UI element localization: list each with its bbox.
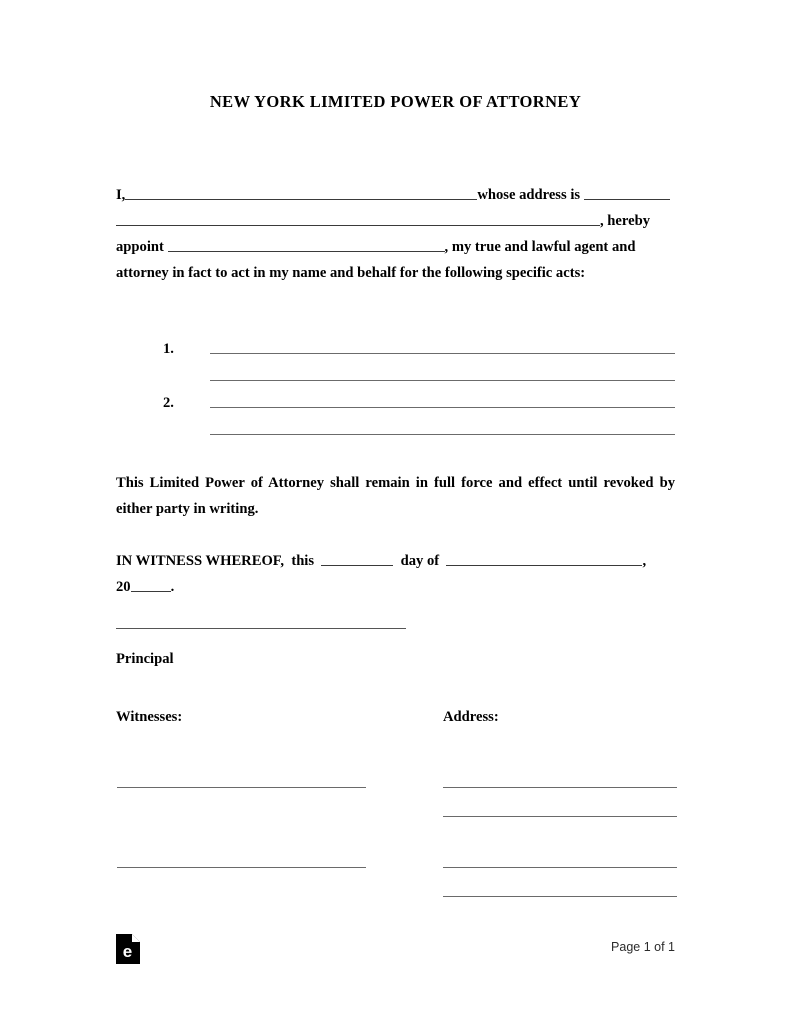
- act-number-2: 2.: [163, 395, 174, 411]
- address-label: whose address is: [477, 187, 581, 203]
- principal-address-blank-1[interactable]: [584, 185, 670, 200]
- act-number-1: 1.: [163, 341, 174, 357]
- page-title: NEW YORK LIMITED POWER OF ATTORNEY: [209, 92, 582, 111]
- intro-lead: I,: [116, 187, 126, 203]
- svg-text:e: e: [122, 942, 133, 961]
- page-footer: [0, 932, 791, 976]
- intro-text: [116, 182, 675, 286]
- appoint-label: appoint: [116, 239, 164, 255]
- principal-signature-block: [116, 628, 406, 669]
- acts-lead-text: attorney in fact to act in my name and behalf for the following specific acts:: [116, 265, 586, 281]
- address-line-2[interactable]: [443, 816, 677, 817]
- appoint-tail: , my true and lawful agent and: [444, 239, 636, 255]
- principal-signature-line[interactable]: [116, 628, 406, 629]
- act-blank-1a[interactable]: [210, 353, 675, 354]
- specific-acts-list: [116, 338, 675, 446]
- act-blank-2b[interactable]: [210, 434, 675, 435]
- witness-line-1[interactable]: [117, 787, 366, 788]
- act-blank-2a[interactable]: [210, 407, 675, 408]
- address-line-3[interactable]: [443, 867, 677, 868]
- force-clause-text: This Limited Power of Attorney shall remain in full force and effect until revoked by either party in writing.: [116, 475, 675, 517]
- agent-name-blank[interactable]: [168, 237, 445, 252]
- force-clause: [116, 470, 675, 522]
- witness-line-2[interactable]: [117, 867, 366, 868]
- witness-address-section: [116, 707, 675, 901]
- day-blank[interactable]: [321, 551, 393, 566]
- witnesses-label: Witnesses:: [116, 709, 183, 725]
- page-number: Page 1 of 1: [611, 940, 675, 954]
- act-item-2-continuation: [116, 419, 675, 446]
- witness-whereof-clause: [116, 548, 675, 600]
- hereby-text: , hereby: [600, 213, 650, 229]
- witness-comma: ,: [642, 553, 647, 569]
- principal-name-blank[interactable]: [125, 185, 477, 200]
- witness-address-lines: [116, 771, 675, 901]
- act-item-2: [116, 392, 675, 419]
- principal-address-blank-2[interactable]: [116, 211, 600, 226]
- day-of-word: day of: [400, 553, 440, 569]
- year-period: .: [170, 579, 175, 595]
- this-word: this: [291, 553, 315, 569]
- eforms-logo-icon: [116, 934, 140, 964]
- witness-address-headings: [116, 707, 675, 735]
- act-item-1: [116, 338, 675, 365]
- witness-whereof-text: [116, 548, 675, 600]
- address-line-1[interactable]: [443, 787, 677, 788]
- act-blank-1b[interactable]: [210, 380, 675, 381]
- year-blank[interactable]: [131, 577, 171, 592]
- month-blank[interactable]: [446, 551, 642, 566]
- act-item-1-continuation: [116, 365, 675, 392]
- address-heading: Address:: [443, 709, 499, 725]
- address-line-4[interactable]: [443, 896, 677, 897]
- witness-whereof-lead: IN WITNESS WHEREOF,: [116, 553, 285, 569]
- intro-paragraph: [116, 182, 675, 286]
- principal-label: Principal: [116, 651, 174, 667]
- year-prefix: 20: [116, 579, 131, 595]
